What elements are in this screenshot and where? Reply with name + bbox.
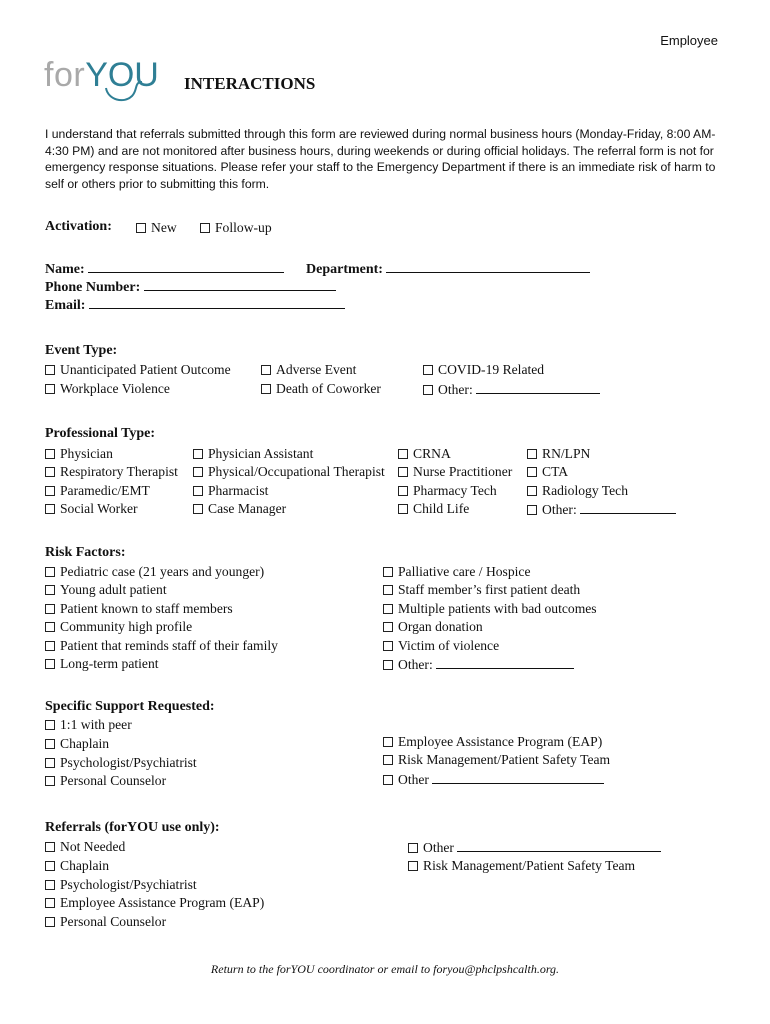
- support-chaplain[interactable]: Chaplain: [45, 736, 109, 752]
- activation-new[interactable]: New: [136, 220, 177, 236]
- prof-respiratory[interactable]: Respiratory Therapist: [45, 464, 178, 480]
- checkbox[interactable]: [423, 365, 433, 375]
- risk-other-line[interactable]: [436, 656, 574, 669]
- support-psychologist[interactable]: Psychologist/Psychiatrist: [45, 755, 197, 771]
- risk-other[interactable]: Other:: [383, 656, 574, 673]
- prof-pharmacist[interactable]: Pharmacist: [193, 483, 268, 499]
- department-input-line[interactable]: [386, 260, 590, 273]
- checkbox[interactable]: [45, 720, 55, 730]
- checkbox[interactable]: [527, 505, 537, 515]
- event-death-coworker[interactable]: Death of Coworker: [261, 381, 381, 397]
- checkbox[interactable]: [45, 567, 55, 577]
- checkbox[interactable]: [45, 504, 55, 514]
- checkbox[interactable]: [45, 641, 55, 651]
- event-adverse[interactable]: Adverse Event: [261, 362, 356, 378]
- checkbox[interactable]: [45, 861, 55, 871]
- referral-risk-management[interactable]: Risk Management/Patient Safety Team: [408, 858, 635, 874]
- checkbox[interactable]: [45, 842, 55, 852]
- referral-not-needed[interactable]: Not Needed: [45, 839, 125, 855]
- prof-other[interactable]: Other:: [527, 501, 676, 518]
- checkbox[interactable]: [423, 385, 433, 395]
- checkbox[interactable]: [45, 384, 55, 394]
- checkbox[interactable]: [383, 737, 393, 747]
- form-title: INTERACTIONS: [184, 74, 316, 93]
- event-other-line[interactable]: [476, 381, 600, 394]
- risk-organ-donation[interactable]: Organ donation: [383, 619, 483, 635]
- activation-label: Activation:: [45, 219, 112, 234]
- checkbox[interactable]: [45, 739, 55, 749]
- checkbox[interactable]: [45, 604, 55, 614]
- referral-counselor[interactable]: Personal Counselor: [45, 914, 166, 930]
- checkbox[interactable]: [408, 843, 418, 853]
- support-other-line[interactable]: [432, 771, 604, 784]
- checkbox[interactable]: [193, 467, 203, 477]
- checkbox[interactable]: [398, 449, 408, 459]
- referral-other-line[interactable]: [457, 839, 661, 852]
- prof-crna[interactable]: CRNA: [398, 446, 451, 462]
- checkbox[interactable]: [527, 449, 537, 459]
- checkbox[interactable]: [383, 585, 393, 595]
- checkbox[interactable]: [398, 504, 408, 514]
- logo-you-text: YOU: [85, 56, 159, 94]
- checkbox[interactable]: [398, 467, 408, 477]
- risk-known-patient[interactable]: Patient known to staff members: [45, 601, 233, 617]
- prof-case-manager[interactable]: Case Manager: [193, 501, 286, 517]
- prof-physician-assistant[interactable]: Physician Assistant: [193, 446, 313, 462]
- checkbox[interactable]: [383, 622, 393, 632]
- checkbox[interactable]: [45, 622, 55, 632]
- checkbox[interactable]: [45, 585, 55, 595]
- checkbox[interactable]: [261, 384, 271, 394]
- risk-multiple-bad[interactable]: Multiple patients with bad outcomes: [383, 601, 597, 617]
- support-counselor[interactable]: Personal Counselor: [45, 773, 166, 789]
- email-field[interactable]: Email:: [45, 296, 345, 314]
- phone-input-line[interactable]: [144, 278, 336, 291]
- checkbox[interactable]: [45, 776, 55, 786]
- checkbox[interactable]: [383, 567, 393, 577]
- professional-type-title: Professional Type:: [45, 426, 156, 441]
- support-title: Specific Support Requested:: [45, 699, 215, 714]
- event-workplace-violence[interactable]: Workplace Violence: [45, 381, 170, 397]
- checkbox[interactable]: [408, 861, 418, 871]
- referrals-title: Referrals (forYOU use only):: [45, 820, 220, 835]
- checkbox[interactable]: [45, 880, 55, 890]
- prof-social-worker[interactable]: Social Worker: [45, 501, 138, 517]
- checkbox[interactable]: [383, 775, 393, 785]
- activation-follow-up[interactable]: Follow-up: [200, 220, 272, 236]
- risk-young-adult[interactable]: Young adult patient: [45, 582, 167, 598]
- event-other[interactable]: Other:: [423, 381, 600, 398]
- support-peer[interactable]: 1:1 with peer: [45, 717, 132, 733]
- prof-cta[interactable]: CTA: [527, 464, 568, 480]
- stethoscope-icon: [104, 52, 105, 53]
- prof-radiology-tech[interactable]: Radiology Tech: [527, 483, 628, 499]
- checkbox[interactable]: [193, 449, 203, 459]
- intro-paragraph: I understand that referrals submitted through this form are reviewed during normal business hours (Monday-Friday, 8:00 AM-4:30 PM) and are not monitored after business hours, during weekends or during official holidays. The referral form is not for emergency response situations. Please refer your staff to the Emergency Department if there is an immediate risk of harm to self or others prior to submitting this form.: [45, 127, 716, 191]
- prof-pharmacy-tech[interactable]: Pharmacy Tech: [398, 483, 497, 499]
- support-eap[interactable]: Employee Assistance Program (EAP): [383, 734, 602, 750]
- logo-for-text: for: [44, 56, 86, 94]
- checkbox[interactable]: [45, 917, 55, 927]
- referral-eap[interactable]: Employee Assistance Program (EAP): [45, 895, 264, 911]
- risk-pediatric[interactable]: Pediatric case (21 years and younger): [45, 564, 264, 580]
- referral-chaplain[interactable]: Chaplain: [45, 858, 109, 874]
- employee-label: Employee: [660, 33, 718, 48]
- prof-paramedic[interactable]: Paramedic/EMT: [45, 483, 150, 499]
- prof-rn-lpn[interactable]: RN/LPN: [527, 446, 590, 462]
- prof-nurse-practitioner[interactable]: Nurse Practitioner: [398, 464, 512, 480]
- prof-physical-therapist[interactable]: Physical/Occupational Therapist: [193, 464, 385, 480]
- risk-first-death[interactable]: Staff member’s first patient death: [383, 582, 580, 598]
- checkbox[interactable]: [45, 659, 55, 669]
- prof-child-life[interactable]: Child Life: [398, 501, 469, 517]
- checkbox[interactable]: [45, 467, 55, 477]
- checkbox[interactable]: [45, 449, 55, 459]
- checkbox[interactable]: [45, 898, 55, 908]
- phone-field[interactable]: Phone Number:: [45, 278, 336, 296]
- event-unanticipated[interactable]: Unanticipated Patient Outcome: [45, 362, 231, 378]
- checkbox[interactable]: [193, 504, 203, 514]
- footer-note: Return to the forYOU coordinator or email to foryou@phclpshcalth.org.: [210, 962, 560, 976]
- prof-physician[interactable]: Physician: [45, 446, 113, 462]
- support-other[interactable]: Other: [383, 771, 604, 788]
- checkbox[interactable]: [200, 223, 210, 233]
- risk-reminds-family[interactable]: Patient that reminds staff of their family: [45, 638, 278, 654]
- department-field[interactable]: Department:: [306, 260, 590, 278]
- name-field[interactable]: Name:: [45, 260, 284, 278]
- email-input-line[interactable]: [89, 296, 345, 309]
- checkbox[interactable]: [261, 365, 271, 375]
- checkbox[interactable]: [383, 660, 393, 670]
- checkbox[interactable]: [383, 641, 393, 651]
- foryou-logo: [44, 58, 159, 92]
- checkbox[interactable]: [193, 486, 203, 496]
- risk-community-profile[interactable]: Community high profile: [45, 619, 192, 635]
- checkbox[interactable]: [45, 365, 55, 375]
- checkbox[interactable]: [527, 467, 537, 477]
- checkbox[interactable]: [383, 604, 393, 614]
- risk-victim-violence[interactable]: Victim of violence: [383, 638, 499, 654]
- risk-long-term[interactable]: Long-term patient: [45, 656, 159, 672]
- checkbox[interactable]: [136, 223, 146, 233]
- support-risk-management[interactable]: Risk Management/Patient Safety Team: [383, 752, 610, 768]
- prof-other-line[interactable]: [580, 501, 676, 514]
- name-input-line[interactable]: [88, 260, 284, 273]
- checkbox[interactable]: [383, 755, 393, 765]
- event-type-title: Event Type:: [45, 343, 118, 358]
- checkbox[interactable]: [45, 486, 55, 496]
- risk-palliative[interactable]: Palliative care / Hospice: [383, 564, 531, 580]
- checkbox[interactable]: [527, 486, 537, 496]
- event-covid[interactable]: COVID-19 Related: [423, 362, 544, 378]
- checkbox[interactable]: [398, 486, 408, 496]
- referral-other[interactable]: Other: [408, 839, 661, 856]
- checkbox[interactable]: [45, 758, 55, 768]
- referral-psychologist[interactable]: Psychologist/Psychiatrist: [45, 877, 197, 893]
- risk-factors-title: Risk Factors:: [45, 545, 126, 560]
